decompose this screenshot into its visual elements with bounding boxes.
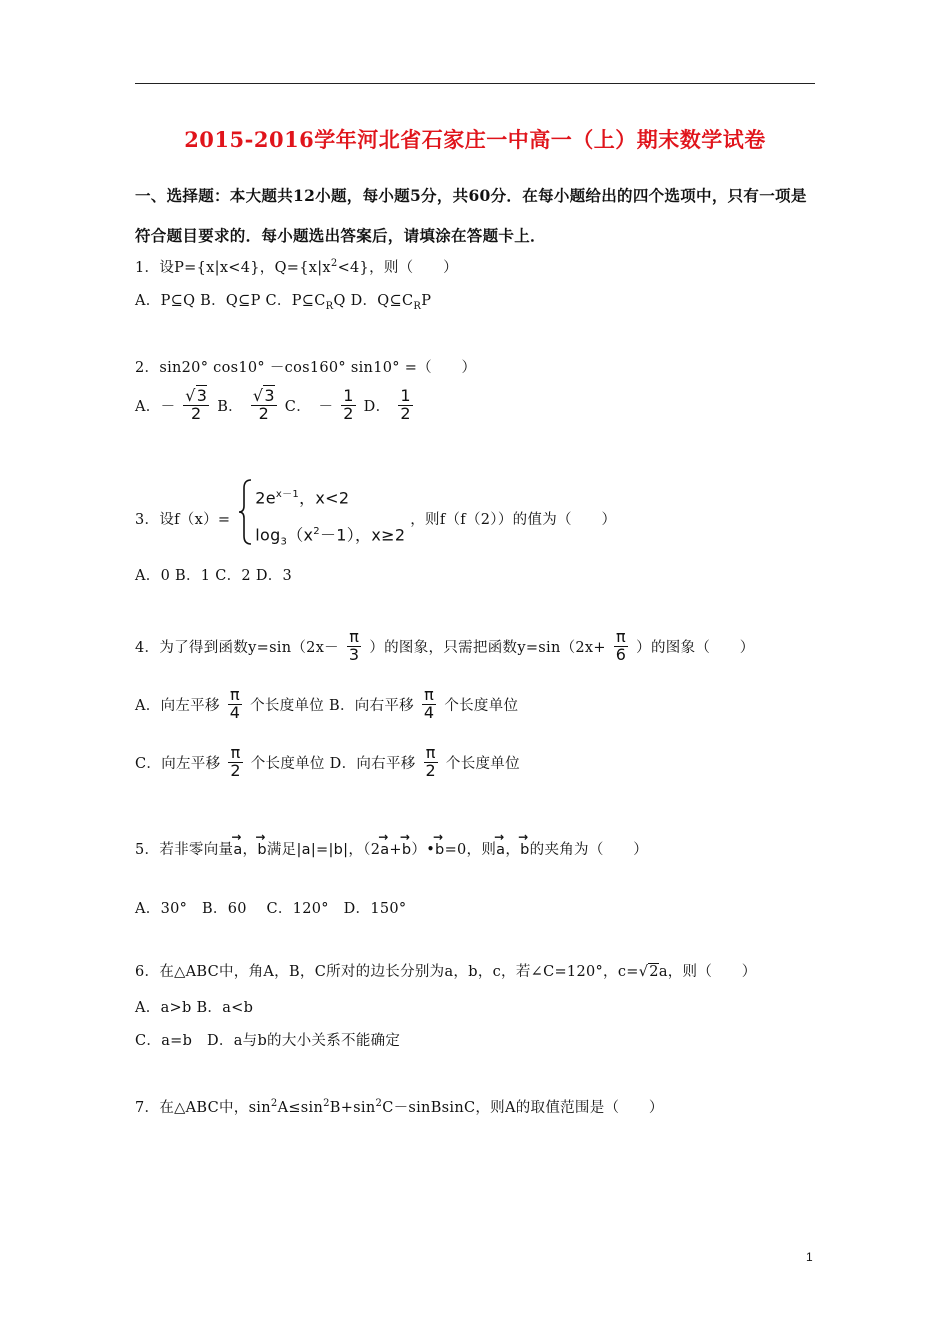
q2-label-c: C． － (284, 398, 334, 415)
q6-stem (135, 960, 757, 981)
q3-piece-2-sub: 3 (280, 536, 288, 548)
q2-b-radicand: 3 (264, 386, 275, 405)
q5-vector-a-2: → a (380, 836, 389, 858)
q6-sqrt: √2 (638, 964, 659, 980)
q4-opt-c-fraction (228, 745, 242, 780)
q5-vector-a: → a (233, 836, 242, 858)
q4-stem-c: ）的图象（ ） (636, 639, 755, 656)
q2-a-radicand: 3 (196, 386, 208, 405)
q1-stem-text-a: 1．设P={x|x<4}，Q={x|x (135, 260, 331, 276)
q4-opt-c-text: 个长度单位 D．向右平移 (250, 755, 416, 772)
q1-opt-b: Q D．Q⊆C (333, 293, 414, 309)
q7-sup-1: 2 (270, 1098, 278, 1110)
q5-comma-2: ， (505, 842, 521, 858)
q4-stem (135, 629, 755, 664)
q6-sqrt-radicand: 2 (649, 964, 659, 980)
q2-stem: 2．sin20° cos10° －cos160° sin10° =（ ） (135, 360, 477, 376)
q7-stem (135, 1096, 664, 1117)
q5-stem-e: =0，则 (444, 842, 497, 858)
q1-opt-a: A．P⊆Q B．Q⊆P C．P⊆C (135, 293, 326, 309)
section-heading-line-2: 符合题目要求的．每小题选出答案后，请填涂在答题卡上． (135, 226, 546, 245)
q1-stem (135, 256, 458, 277)
q4-stem-b: ）的图象，只需把函数y=sin（2x+ (369, 639, 606, 656)
q2-fraction-d (398, 388, 412, 423)
q3-piece-1-b: ，x<2 (299, 488, 350, 508)
q4-opt-d-text: 个长度单位 (445, 755, 520, 772)
q6-options-1: A．a>b B．a<b (135, 1000, 254, 1016)
q4-stem-a: 4．为了得到函数y=sin（2x－ (135, 639, 339, 656)
q4-f1-num: π (347, 629, 361, 647)
q1-opt-sub-2: R (413, 300, 422, 312)
q1-options (135, 289, 431, 312)
q2-label-a: A．－ (135, 398, 176, 415)
q5-comma-1: ， (242, 842, 258, 858)
q3-piece-2-c: －1），x≥2 (319, 525, 406, 545)
q5-vector-b: → b (257, 836, 267, 858)
q2-label-d: D． (363, 398, 391, 415)
q1-opt-sub-1: R (325, 300, 334, 312)
q4-opt-b-fraction (422, 687, 436, 722)
q3-options: A．0 B．1 C．2 D．3 (135, 568, 293, 584)
q7-text-a: 7．在△ABC中，sin (135, 1100, 271, 1116)
q4-opt-d-fraction (424, 745, 438, 780)
q6-options-2: C．a=b D．a与b的大小关系不能确定 (135, 1033, 401, 1049)
q2-c-numerator: 1 (343, 386, 354, 405)
page-number: 1 (806, 1250, 813, 1264)
q3-stem (135, 478, 616, 560)
q5-plus: + (389, 842, 402, 858)
q2-c-denominator: 2 (343, 403, 354, 423)
q7-text-b: A≤sin (277, 1100, 324, 1116)
q1-opt-c: P (421, 293, 432, 309)
q1-stem-text-b: <4}，则（ ） (337, 260, 458, 276)
q4-f1-den: 3 (348, 644, 360, 664)
q4-opt-a-num: π (228, 687, 242, 705)
q5-options: A．30° B．60 C．120° D．150° (135, 901, 407, 917)
q4-opt-c-label: C．向左平移 (135, 755, 221, 772)
q4-fraction-1 (347, 629, 361, 664)
q4-opt-c-den: 2 (230, 760, 241, 780)
q2-a-denominator: 2 (191, 403, 202, 423)
section-heading-line-1: 一、选择题：本大题共12小题，每小题5分，共60分．在每小题给出的四个选项中，只有一项是 (135, 186, 807, 205)
q4-opt-d-num: π (424, 745, 438, 763)
q1-stem-sup: 2 (330, 258, 338, 270)
q2-label-b: B． (217, 398, 243, 415)
q4-f2-num: π (614, 629, 628, 647)
q5-stem-c: ，（2 (348, 842, 381, 858)
q6-stem-a: 6．在△ABC中，角A，B，C所对的边长分别为a，b，c，若∠C=120°，c= (135, 964, 639, 980)
q3-piece-1 (255, 478, 405, 515)
q5-stem-d: ）• (411, 842, 436, 858)
q3-piece-2-sup: 2 (313, 526, 320, 538)
q4-f2-den: 6 (615, 644, 627, 664)
q4-opt-a-fraction (228, 687, 242, 722)
q7-sup-3: 2 (375, 1098, 383, 1110)
q2-fraction-b: $\frac{√3}{2}$ (252, 386, 275, 423)
q7-text-c: B+sin (329, 1100, 376, 1116)
q7-text-d: C－sinBsinC，则A的取值范围是（ ） (382, 1100, 664, 1116)
q3-stem-text-a: 3．设f（x）= (135, 512, 231, 529)
q2-options (135, 388, 416, 423)
q5-stem-b: 满足 (266, 842, 297, 858)
q3-piecewise-function (237, 478, 405, 560)
q5-stem-a: 5．若非零向量 (135, 842, 234, 858)
q5-stem-f: 的夹角为（ ） (529, 842, 649, 858)
q3-piece-1-sup: x－1 (275, 489, 300, 500)
q4-options-ab (135, 687, 518, 722)
q3-stem-text-b: ，则f（f（2））的值为（ ） (410, 512, 617, 529)
q6-stem-b: a，则（ ） (658, 964, 757, 980)
q4-options-cd (135, 745, 520, 780)
q4-opt-a-label: A．向左平移 (135, 697, 220, 714)
q5-stem (135, 836, 648, 859)
q3-piece-2-b: （x (287, 525, 314, 545)
q3-piece-2 (255, 515, 405, 560)
q2-d-numerator: 1 (400, 386, 411, 405)
q5-vector-a-3: → a (496, 836, 505, 858)
q4-fraction-2 (614, 629, 628, 664)
q2-fraction-a: $\frac{√3}{2}$ (185, 386, 208, 423)
q5-vector-b-2: → b (402, 836, 412, 858)
q2-b-denominator: 2 (258, 403, 270, 423)
q7-sup-2: 2 (323, 1098, 330, 1110)
q5-vector-b-4: → b (520, 836, 530, 858)
q4-opt-a-text: 个长度单位 B．向右平移 (250, 697, 414, 714)
q4-opt-a-den: 4 (229, 702, 241, 722)
left-brace-icon (237, 478, 253, 546)
q2-d-denominator: 2 (400, 403, 411, 423)
q5-vector-b-3: → b (435, 836, 445, 858)
header-rule (135, 83, 815, 84)
q2-fraction-c (341, 388, 355, 423)
q5-magnitude-equation: |a|=|b| (296, 842, 349, 858)
q3-piece-2-a: log (255, 525, 281, 545)
q4-opt-b-text: 个长度单位 (444, 697, 519, 714)
q3-piece-1-a: 2e (255, 488, 276, 508)
q4-opt-b-num: π (422, 687, 436, 705)
q4-opt-d-den: 2 (425, 760, 436, 780)
page-title: 2015-2016学年河北省石家庄一中高一（上）期末数学试卷 (184, 127, 766, 152)
q4-opt-c-num: π (228, 745, 242, 763)
q4-opt-b-den: 4 (423, 702, 435, 722)
